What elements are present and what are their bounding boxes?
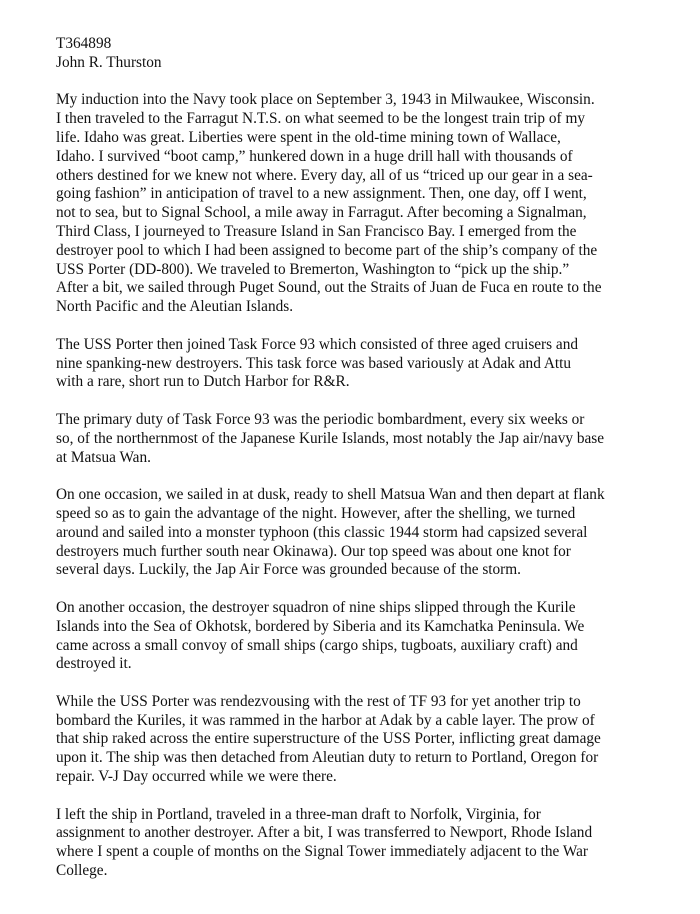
paragraph [56,411,668,467]
text-line: not to sea, but to Signal School, a mile away in Farragut. After becoming a Signalman, [56,204,587,222]
paragraph [56,336,668,392]
text-line: at Matsua Wan. [56,448,151,466]
text-line: The primary duty of Task Force 93 was the periodic bombardment, every six weeks or [56,410,585,428]
text-line: came across a small convoy of small ships (cargo ships, tugboats, auxiliary craft) and [56,636,578,654]
text-line: where I spent a couple of months on the Signal Tower immediately adjacent to the War [56,843,588,861]
text-line: On another occasion, the destroyer squadron of nine ships slipped through the Kurile [56,598,576,616]
text-line: Islands into the Sea of Okhotsk, bordered by Siberia and its Kamchatka Peninsula. We [56,617,585,635]
text-line: going fashion” in anticipation of travel to a new assignment. Then, one day, off I went, [56,185,587,203]
text-line: North Pacific and the Aleutian Islands. [56,298,294,316]
text-line: destroyed it. [56,655,132,673]
text-line: several days. Luckily, the Jap Air Force was grounded because of the storm. [56,561,522,579]
text-line: While the USS Porter was rendezvousing with the rest of TF 93 for yet another trip to [56,692,581,710]
text-line: I left the ship in Portland, traveled in a three-man draft to Norfolk, Virginia, for [56,805,541,823]
text-line: On one occasion, we sailed in at dusk, ready to shell Matsua Wan and then depart at flank [56,486,605,504]
text-line: My induction into the Navy took place on September 3, 1943 in Milwaukee, Wisconsin. [56,91,595,109]
paragraph [56,693,668,787]
text-line: destroyers much further south near Okinawa). Our top speed was about one knot for [56,542,571,560]
text-line: speed so as to gain the advantage of the night. However, after the shelling, we turned [56,504,576,522]
text-line: Idaho. I survived “boot camp,” hunkered down in a huge drill hall with thousands of [56,147,573,165]
text-line: The USS Porter then joined Task Force 93 which consisted of three aged cruisers and [56,335,579,353]
document-body [56,91,668,880]
paragraph [56,599,668,674]
text-line: College. [56,862,108,880]
author-name: John R. Thurston [56,53,162,71]
text-line: others destined for we knew not where. Every day, all of us “triced up our gear in a sea- [56,166,593,184]
text-line: life. Idaho was great. Liberties were spent in the old-time mining town of Wallace, [56,128,561,146]
document-page [56,35,668,900]
paragraph [56,91,668,317]
text-line: bombard the Kuriles, it was rammed in the harbor at Adak by a cable layer. The prow of [56,711,595,729]
text-line: Third Class, I journeyed to Treasure Island in San Francisco Bay. I emerged from the [56,222,577,240]
text-line: I then traveled to the Farragut N.T.S. on what seemed to be the longest train trip of my [56,110,586,128]
text-line: repair. V-J Day occurred while we were there. [56,768,337,786]
text-line: After a bit, we sailed through Puget Sound, out the Straits of Juan de Fuca en route to the [56,279,602,297]
paragraph [56,486,668,580]
paragraph [56,806,668,881]
text-line: USS Porter (DD-800). We traveled to Bremerton, Washington to “pick up the ship.” [56,260,570,278]
text-line: that ship raked across the entire superstructure of the USS Porter, inflicting great damage [56,730,601,748]
text-line: with a rare, short run to Dutch Harbor for R&R. [56,373,350,391]
document-header [56,35,668,73]
text-line: assignment to another destroyer. After a bit, I was transferred to Newport, Rhode Island [56,824,593,842]
text-line: destroyer pool to which I had been assigned to become part of the ship’s company of the [56,241,598,259]
text-line: so, of the northernmost of the Japanese Kurile Islands, most notably the Jap air/navy base [56,429,605,447]
document-id: T364898 [56,35,112,52]
text-line: upon it. The ship was then detached from Aleutian duty to return to Portland, Oregon for [56,749,599,767]
text-line: nine spanking-new destroyers. This task force was based variously at Adak and Attu [56,354,572,372]
text-line: around and sailed into a monster typhoon (this classic 1944 storm had capsized several [56,523,588,541]
